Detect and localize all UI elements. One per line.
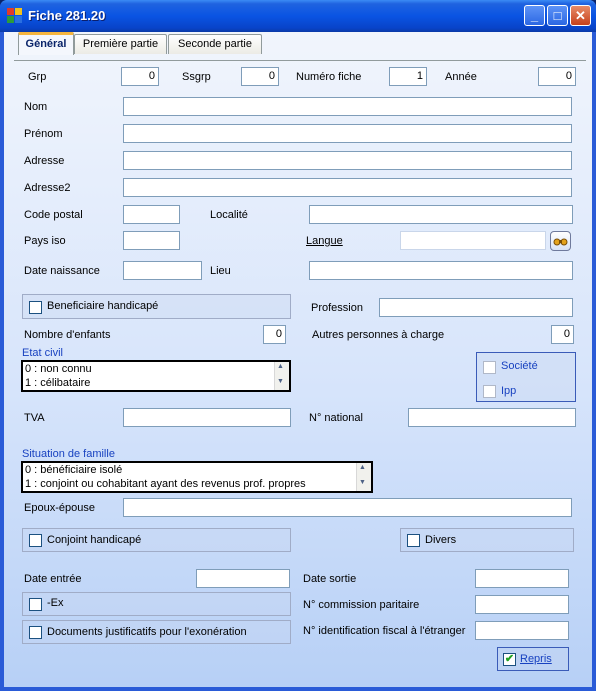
ex-label: -Ex xyxy=(47,597,64,609)
tab-divider xyxy=(14,60,586,61)
annee-input[interactable]: 0 xyxy=(538,67,576,86)
ipp-label: Ipp xyxy=(501,385,517,397)
identification-fiscal-label: N° identification fiscal à l'étranger xyxy=(303,625,466,637)
tab-general[interactable]: Général xyxy=(18,32,74,55)
ex-group[interactable] xyxy=(22,592,291,616)
form-panel xyxy=(4,32,592,687)
identification-fiscal-input[interactable] xyxy=(475,621,569,640)
langue-input[interactable] xyxy=(400,231,546,250)
societe-checkbox[interactable] xyxy=(483,361,496,374)
situation-famille-label: Situation de famille xyxy=(22,448,115,460)
documents-group[interactable] xyxy=(22,620,291,644)
profession-label: Profession xyxy=(311,302,363,314)
beneficiaire-handicape-group[interactable] xyxy=(22,294,291,319)
nom-input[interactable] xyxy=(123,97,572,116)
grp-label: Grp xyxy=(28,71,47,83)
scroll-down-icon[interactable]: ▼ xyxy=(277,378,284,385)
etat-civil-listbox[interactable] xyxy=(21,360,291,392)
documents-checkbox[interactable] xyxy=(29,626,42,639)
adresse-label: Adresse xyxy=(24,155,65,167)
title-bar[interactable] xyxy=(0,0,596,32)
situation-famille-option[interactable]: 1 : conjoint ou cohabitant ayant des revenus prof. propres xyxy=(25,478,306,490)
code-postal-label: Code postal xyxy=(24,209,83,221)
etat-civil-option[interactable]: 0 : non connu xyxy=(25,363,92,375)
divers-group[interactable] xyxy=(400,528,574,552)
tab-seconde-partie[interactable]: Seconde partie xyxy=(168,34,262,54)
repris-group[interactable] xyxy=(497,647,569,671)
app-icon xyxy=(7,8,23,24)
code-postal-input[interactable] xyxy=(123,205,180,224)
n-national-input[interactable] xyxy=(408,408,576,427)
situation-famille-listbox[interactable] xyxy=(21,461,373,493)
adresse2-input[interactable] xyxy=(123,178,572,197)
n-national-label: N° national xyxy=(309,412,363,424)
nom-label: Nom xyxy=(24,101,48,113)
tva-label: TVA xyxy=(24,412,45,424)
documents-label: Documents justificatifs pour l'exonération xyxy=(47,626,247,638)
repris-label: Repris xyxy=(520,653,552,665)
localite-label: Localité xyxy=(210,209,248,221)
langue-label[interactable]: Langue xyxy=(306,235,343,247)
ssgrp-label: Ssgrp xyxy=(182,71,211,83)
binoculars-icon xyxy=(551,232,570,250)
divers-label: Divers xyxy=(425,534,457,546)
prenom-label: Prénom xyxy=(24,128,63,140)
date-naissance-label: Date naissance xyxy=(24,265,100,277)
ssgrp-input[interactable]: 0 xyxy=(241,67,279,86)
societe-label: Société xyxy=(501,360,538,372)
grp-input[interactable]: 0 xyxy=(121,67,159,86)
epoux-input[interactable] xyxy=(123,498,572,517)
maximize-button[interactable]: □ xyxy=(547,5,568,26)
scroll-down-icon[interactable]: ▼ xyxy=(359,479,366,486)
pays-iso-label: Pays iso xyxy=(24,235,66,247)
localite-input[interactable] xyxy=(309,205,573,224)
date-sortie-input[interactable] xyxy=(475,569,569,588)
commission-paritaire-label: N° commission paritaire xyxy=(303,599,420,611)
ex-checkbox[interactable] xyxy=(29,598,42,611)
numero-fiche-label: Numéro fiche xyxy=(296,71,362,83)
ipp-checkbox[interactable] xyxy=(483,385,496,398)
tab-premiere-partie[interactable]: Première partie xyxy=(74,34,167,54)
lieu-label: Lieu xyxy=(210,265,231,277)
profession-input[interactable] xyxy=(379,298,573,317)
lieu-input[interactable] xyxy=(309,261,573,280)
date-sortie-label: Date sortie xyxy=(303,573,357,585)
conjoint-handicape-checkbox[interactable] xyxy=(29,534,42,547)
prenom-input[interactable] xyxy=(123,124,572,143)
conjoint-handicape-group[interactable] xyxy=(22,528,291,552)
numero-fiche-input[interactable]: 1 xyxy=(389,67,427,86)
langue-lookup-button[interactable] xyxy=(550,231,571,251)
epoux-label: Epoux-épouse xyxy=(24,502,95,514)
close-button[interactable]: ✕ xyxy=(570,5,591,26)
etat-civil-label: Etat civil xyxy=(22,347,63,359)
adresse-input[interactable] xyxy=(123,151,572,170)
annee-label: Année xyxy=(445,71,477,83)
nombre-enfants-input[interactable]: 0 xyxy=(263,325,286,344)
etat-civil-option[interactable]: 1 : célibataire xyxy=(25,377,91,389)
societe-ipp-group xyxy=(476,352,576,402)
divers-checkbox[interactable] xyxy=(407,534,420,547)
etat-civil-scrollbar[interactable] xyxy=(274,362,289,390)
adresse2-label: Adresse2 xyxy=(24,182,71,194)
autres-personnes-label: Autres personnes à charge xyxy=(312,329,445,341)
beneficiaire-handicape-label: Beneficiaire handicapé xyxy=(47,300,159,312)
pays-iso-input[interactable] xyxy=(123,231,180,250)
date-entree-input[interactable] xyxy=(196,569,290,588)
date-naissance-input[interactable] xyxy=(123,261,202,280)
situation-famille-option[interactable]: 0 : bénéficiaire isolé xyxy=(25,464,123,476)
nombre-enfants-label: Nombre d'enfants xyxy=(24,329,111,341)
commission-paritaire-input[interactable] xyxy=(475,595,569,614)
repris-checkbox[interactable]: ✔ xyxy=(504,653,515,665)
minimize-button[interactable]: _ xyxy=(524,5,545,26)
situation-famille-scrollbar[interactable] xyxy=(356,463,371,491)
conjoint-handicape-label: Conjoint handicapé xyxy=(47,534,142,546)
date-entree-label: Date entrée xyxy=(24,573,82,585)
tva-input[interactable] xyxy=(123,408,291,427)
beneficiaire-handicape-checkbox[interactable] xyxy=(29,301,42,314)
autres-personnes-input[interactable]: 0 xyxy=(551,325,574,344)
window-title: Fiche 281.20 xyxy=(28,8,106,23)
scroll-up-icon[interactable]: ▲ xyxy=(277,363,284,370)
scroll-up-icon[interactable]: ▲ xyxy=(359,464,366,471)
